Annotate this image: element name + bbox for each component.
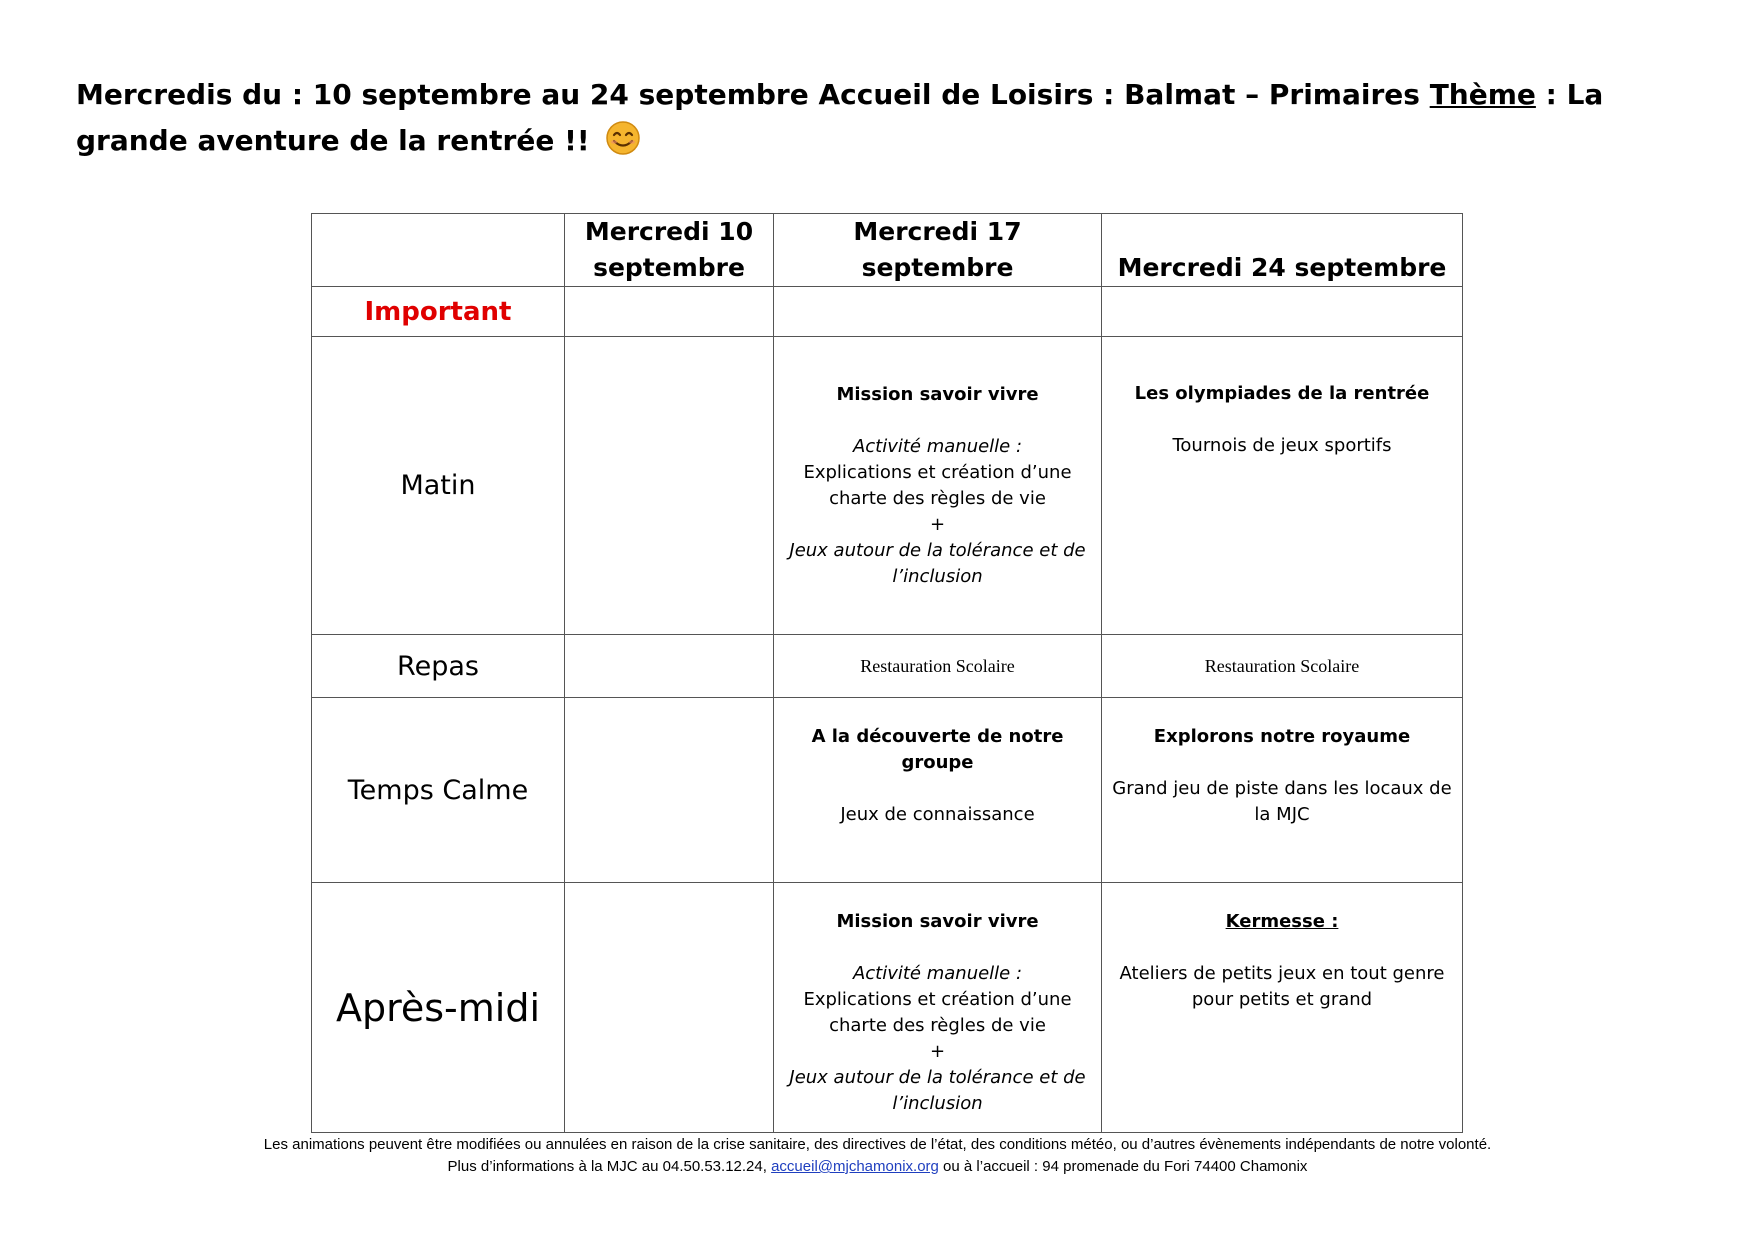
matin-17-plus: + <box>929 513 946 535</box>
header-wed-17: Mercredi 17 septembre <box>774 214 1102 287</box>
matin-17-line2: Explications et création d’une charte des règles de vie <box>803 461 1072 509</box>
schedule-table <box>311 213 1463 1133</box>
page-title <box>76 72 1676 170</box>
important-label: Important <box>312 287 565 337</box>
email-link[interactable]: accueil@mjchamonix.org <box>771 1158 939 1175</box>
repas-wed-10 <box>565 635 774 698</box>
temps-calme-label: Temps Calme <box>312 698 565 883</box>
footer-contact <box>0 1156 1755 1178</box>
temps-calme-wed-24 <box>1102 698 1463 883</box>
header-row <box>312 214 1463 287</box>
row-temps-calme <box>312 698 1463 883</box>
title-part1: Mercredis du : 10 septembre au 24 septembre Accueil de Loisirs : Balmat – Primaires <box>76 78 1430 111</box>
title-part2: : La grande aventure de la rentrée !! <box>76 78 1604 157</box>
header-empty <box>312 214 565 287</box>
row-matin <box>312 337 1463 635</box>
important-wed-10 <box>565 287 774 337</box>
apres-midi-24-title: Kermesse : <box>1225 911 1339 932</box>
matin-17-line1: Activité manuelle : <box>852 435 1023 457</box>
temps-calme-wed-17 <box>774 698 1102 883</box>
temps-calme-24-title: Explorons notre royaume <box>1153 726 1411 747</box>
header-wed-10: Mercredi 10 septembre <box>565 214 774 287</box>
theme-label: Thème <box>1429 78 1536 111</box>
matin-17-title: Mission savoir vivre <box>836 383 1039 405</box>
matin-17-line3: Jeux autour de la tolérance et de l’inclusion <box>789 539 1086 587</box>
apres-midi-wed-10 <box>565 883 774 1133</box>
footer <box>0 1134 1755 1178</box>
row-apres-midi <box>312 883 1463 1133</box>
temps-calme-17-title: A la découverte de notre groupe <box>811 726 1064 773</box>
important-wed-17 <box>774 287 1102 337</box>
temps-calme-17-line1: Jeux de connaissance <box>840 804 1035 825</box>
matin-24-title: Les olympiades de la rentrée <box>1134 383 1430 404</box>
repas-wed-24: Restauration Scolaire <box>1102 635 1463 698</box>
temps-calme-24-line1: Grand jeu de piste dans les locaux de la MJC <box>1112 778 1452 825</box>
footer-contact-post: ou à l’accueil : 94 promenade du Fori 74400 Chamonix <box>938 1158 1308 1175</box>
matin-wed-24 <box>1102 337 1463 635</box>
apres-midi-17-plus: + <box>929 1041 946 1062</box>
apres-midi-17-line3: Jeux autour de la tolérance et de l’inclusion <box>789 1067 1086 1114</box>
matin-wed-17 <box>774 337 1102 635</box>
matin-24-line1: Tournois de jeux sportifs <box>1172 435 1392 456</box>
repas-label: Repas <box>312 635 565 698</box>
footer-disclaimer: Les animations peuvent être modifiées ou annulées en raison de la crise sanitaire, des directives de l’état, des conditions météo, ou d’autres évènements indépendants de notre volonté. <box>263 1136 1492 1153</box>
apres-midi-17-line2: Explications et création d’une charte des règles de vie <box>803 989 1072 1036</box>
header-wed-24: Mercredi 24 septembre <box>1102 214 1463 287</box>
apres-midi-wed-17 <box>774 883 1102 1133</box>
apres-midi-17-line1: Activité manuelle : <box>852 963 1023 984</box>
row-important <box>312 287 1463 337</box>
row-repas <box>312 635 1463 698</box>
apres-midi-17-title: Mission savoir vivre <box>836 911 1039 932</box>
apres-midi-label: Après-midi <box>312 883 565 1133</box>
matin-wed-10 <box>565 337 774 635</box>
apres-midi-wed-24 <box>1102 883 1463 1133</box>
important-wed-24 <box>1102 287 1463 337</box>
smiling-face-icon <box>605 120 641 170</box>
matin-label: Matin <box>312 337 565 635</box>
repas-wed-17: Restauration Scolaire <box>774 635 1102 698</box>
footer-contact-pre: Plus d’informations à la MJC au 04.50.53.12.24, <box>447 1158 772 1175</box>
apres-midi-24-line1: Ateliers de petits jeux en tout genre pour petits et grand <box>1119 963 1445 1010</box>
temps-calme-wed-10 <box>565 698 774 883</box>
